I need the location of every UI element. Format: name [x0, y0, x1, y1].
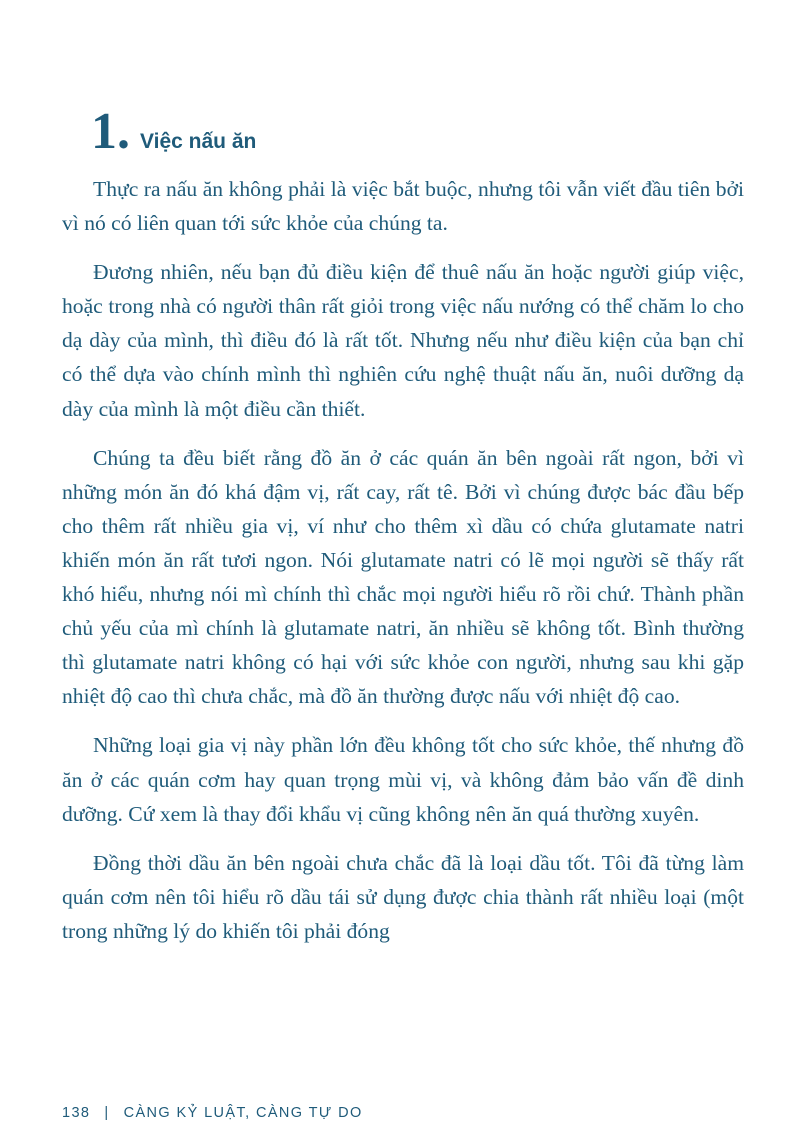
- paragraph: Chúng ta đều biết rằng đồ ăn ở các quán ăn bên ngoài rất ngon, bởi vì những món ăn đó khá đậm vị, rất cay, rất tê. Bởi vì chúng được bác đầu bếp cho thêm rất nhiều gia vị, ví như cho thêm xì dầu có chứa glutamate natri khiến món ăn rất tươi ngon. Nói glutamate natri có lẽ mọi người sẽ thấy rất khó hiểu, nhưng nói mì chính thì chắc mọi người hiểu rõ rồi chứ. Thành phần chủ yếu của mì chính là glutamate natri, ăn nhiều sẽ không tốt. Bình thường thì glutamate natri không có hại với sức khỏe con người, nhưng sau khi gặp nhiệt độ cao thì chưa chắc, mà đồ ăn thường được nấu với nhiệt độ cao.: [62, 445, 744, 709]
- section-number: 1.: [91, 103, 130, 160]
- paragraph: Những loại gia vị này phần lớn đều không tốt cho sức khỏe, thế nhưng đồ ăn ở các quán cơm hay quan trọng mùi vị, và không đảm bảo vấn đề dinh dưỡng. Cứ xem là thay đổi khẩu vị cũng không nên ăn quá thường xuyên.: [62, 733, 744, 826]
- paragraph: Đương nhiên, nếu bạn đủ điều kiện để thuê nấu ăn hoặc người giúp việc, hoặc trong nhà có người thân rất giỏi trong việc nấu nướng có thể chăm lo cho dạ dày của mình, thì điều đó là rất tốt. Nhưng nếu như điều kiện của bạn chỉ có thể dựa vào chính mình thì nghiên cứu nghệ thuật nấu ăn, nuôi dưỡng dạ dày của mình là một điều cần thiết.: [62, 260, 744, 421]
- paragraph: Đồng thời dầu ăn bên ngoài chưa chắc đã là loại dầu tốt. Tôi đã từng làm quán cơm nên tôi hiểu rõ dầu tái sử dụng được chia thành rất nhiều loại (một trong những lý do khiến tôi phải đóng: [62, 850, 744, 943]
- book-title: CÀNG KỶ LUẬT, CÀNG TỰ DO: [123, 1105, 363, 1121]
- section-title: Việc nấu ăn: [140, 130, 257, 153]
- body-text: [62, 172, 744, 963]
- paragraph: Thực ra nấu ăn không phải là việc bắt buộc, nhưng tôi vẫn viết đầu tiên bởi vì nó có liên quan tới sức khỏe của chúng ta.: [62, 177, 744, 236]
- page-number: 138: [62, 1105, 91, 1121]
- section-heading: [91, 103, 257, 160]
- page-footer: [62, 1105, 363, 1121]
- footer-separator: |: [104, 1105, 110, 1121]
